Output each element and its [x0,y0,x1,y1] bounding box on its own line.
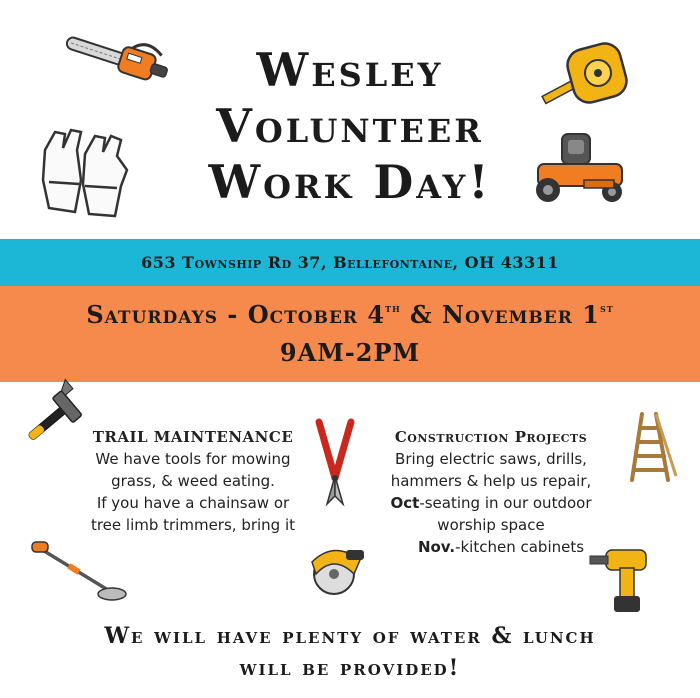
date-suffix-2: st [599,301,614,315]
event-time: 9AM-2PM [279,338,421,367]
weed-trimmer-icon [28,540,128,604]
construction-line-1: Bring electric saws, drills, [395,450,587,468]
construction-heading: Construction Projects [394,428,588,446]
riding-mower-icon [524,128,634,208]
oct-text: -seating in our outdoor [419,494,592,512]
footer-line-1: We will have plenty of water & lunch [104,623,596,649]
date-band [0,286,700,382]
footer-message [20,620,680,684]
construction-line-4: worship space [437,516,545,534]
construction-projects-section [368,426,614,558]
work-gloves-icon [35,120,135,220]
loppers-icon [305,416,365,508]
event-address: 653 Township Rd 37, Bellefontaine, OH 43311 [141,253,559,272]
trail-line-4: tree limb trimmers, bring it [90,516,296,534]
address-band [0,239,700,286]
trail-line-3: If you have a chainsaw or [96,494,290,512]
event-dates [0,300,700,329]
page-title [150,42,550,210]
power-drill-icon [586,546,652,616]
chainsaw-icon [62,30,172,90]
dates-prefix: Saturdays - October 4 [86,300,386,329]
trail-line-2: grass, & weed eating. [111,472,275,490]
construction-line-5 [368,536,614,558]
trail-line-1: We have tools for mowing [95,450,291,468]
tape-measure-icon [540,40,630,110]
construction-line-3 [368,492,614,514]
title-line-2: Volunteer [216,99,484,153]
date-suffix-1: th [385,301,401,315]
ladder-icon [628,410,678,484]
trail-maintenance-section [60,426,326,536]
title-line-3: Work Day! [208,155,492,209]
circular-saw-icon [304,544,368,598]
dates-mid: & November 1 [400,300,600,329]
footer-line-2: will be provided! [239,655,461,681]
oct-label: Oct [390,494,420,512]
nov-label: Nov. [417,538,456,556]
title-line-1: Wesley [256,43,444,97]
nov-text: -kitchen cabinets [455,538,585,556]
construction-line-2: hammers & help us repair, [390,472,592,490]
trail-heading: TRAIL MAINTENANCE [92,428,294,446]
